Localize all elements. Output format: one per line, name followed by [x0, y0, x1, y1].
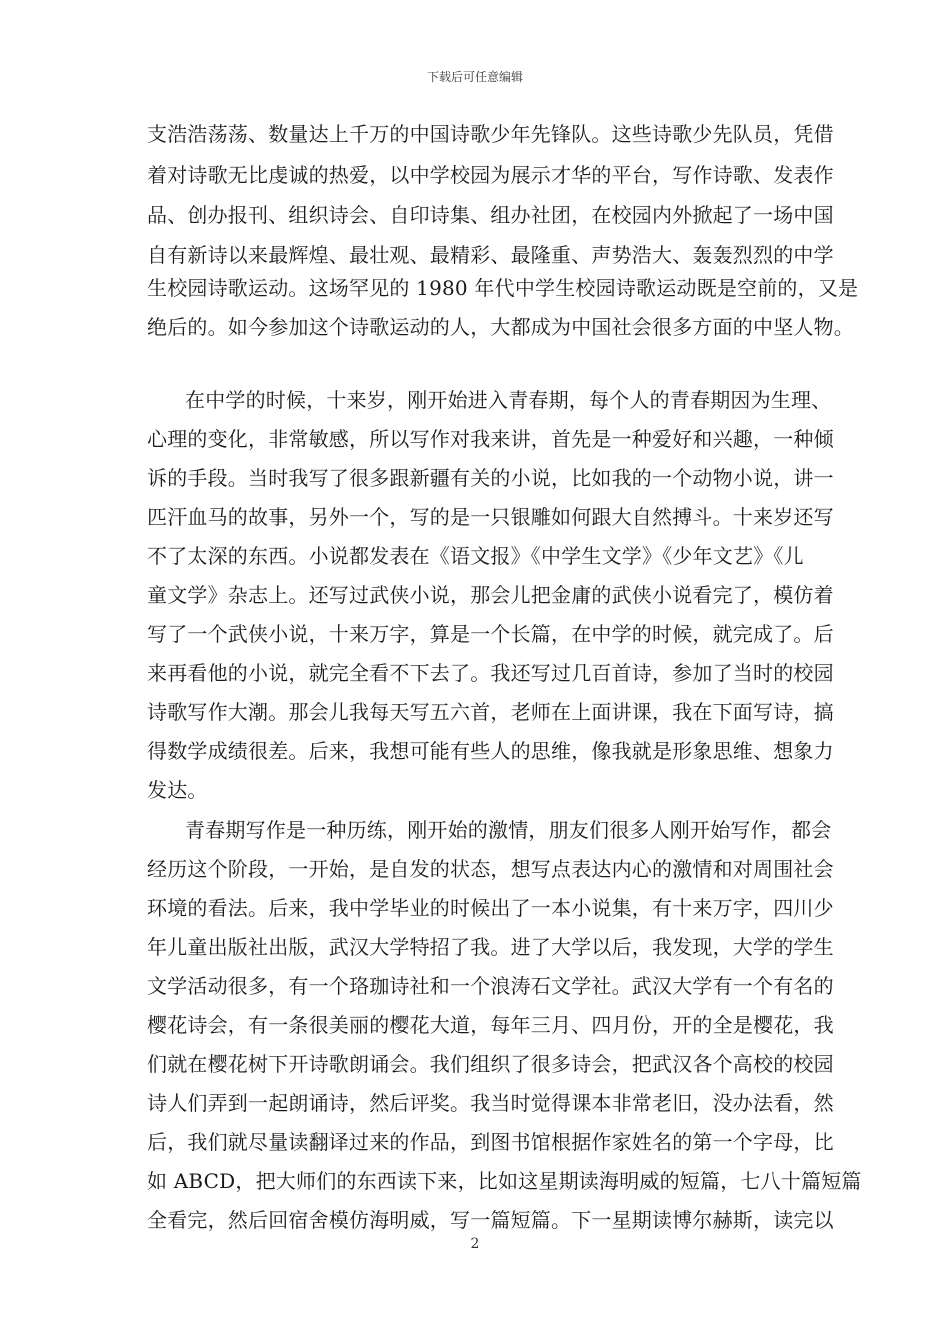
text-line: 来再看他的小说，就完全看不下去了。我还写过几百首诗，参加了当时的校园 [147, 661, 834, 685]
text-line: 支浩浩荡荡、数量达上千万的中国诗歌少年先锋队。这些诗歌少先队员，凭借 [147, 122, 834, 146]
text-line: 如 ABCD，把大师们的东西读下来，比如这星期读海明威的短篇，七八十篇短篇 [147, 1169, 862, 1193]
text-line: 生校园诗歌运动。这场罕见的 1980 年代中学生校园诗歌运动既是空前的，又是 [147, 276, 859, 300]
text-line: 们就在樱花树下开诗歌朗诵会。我们组织了很多诗会，把武汉各个高校的校园 [147, 1052, 834, 1076]
text-line: 写了一个武侠小说，十来万字，算是一个长篇，在中学的时候，就完成了。后 [147, 622, 834, 646]
page-header: 下载后可任意编辑 [426, 70, 523, 84]
text-line: 心理的变化，非常敏感，所以写作对我来讲，首先是一种爱好和兴趣，一种倾 [147, 427, 834, 451]
text-line: 不了太深的东西。小说都发表在《语文报》《中学生文学》《少年文艺》《儿 [147, 544, 804, 568]
text-line: 文学活动很多，有一个珞珈诗社和一个浪涛石文学社。武汉大学有一个有名的 [147, 974, 834, 998]
text-line: 匹汗血马的故事，另外一个，写的是一只银雕如何跟大自然搏斗。十来岁还写 [147, 505, 834, 529]
text-line: 发达。 [147, 778, 208, 802]
text-line: 诉的手段。当时我写了很多跟新疆有关的小说，比如我的一个动物小说，讲一 [147, 466, 834, 490]
text-line: 童文学》杂志上。还写过武侠小说，那会儿把金庸的武侠小说看完了，模仿着 [147, 583, 834, 607]
text-line: 年儿童出版社出版，武汉大学特招了我。进了大学以后，我发现，大学的学生 [147, 935, 834, 959]
text-line: 自有新诗以来最辉煌、最壮观、最精彩、最隆重、声势浩大、轰轰烈烈的中学 [147, 243, 834, 267]
text-line: 环境的看法。后来，我中学毕业的时候出了一本小说集，有十来万字，四川少 [147, 896, 834, 920]
text-line: 全看完，然后回宿舍模仿海明威，写一篇短篇。下一星期读博尔赫斯，读完以 [147, 1208, 834, 1232]
text-line: 在中学的时候，十来岁，刚开始进入青春期，每个人的青春期因为生理、 [185, 388, 832, 412]
text-line: 诗歌写作大潮。那会儿我每天写五六首，老师在上面讲课，我在下面写诗，搞 [147, 700, 834, 724]
text-line: 得数学成绩很差。后来，我想可能有些人的思维，像我就是形象思维、想象力 [147, 739, 834, 763]
text-line: 樱花诗会，有一条很美丽的樱花大道，每年三月、四月份，开的全是樱花，我 [147, 1013, 834, 1037]
text-line: 品、创办报刊、组织诗会、自印诗集、组办社团，在校园内外掀起了一场中国 [147, 203, 834, 227]
text-line: 经历这个阶段，一开始，是自发的状态，想写点表达内心的激情和对周围社会 [147, 857, 834, 881]
text-line: 绝后的。如今参加这个诗歌运动的人，大都成为中国社会很多方面的中坚人物。 [147, 315, 854, 339]
page-number: 2 [470, 1236, 480, 1252]
text-line: 青春期写作是一种历练，刚开始的激情，朋友们很多人刚开始写作，都会 [185, 818, 832, 842]
text-line: 后，我们就尽量读翻译过来的作品，到图书馆根据作家姓名的第一个字母，比 [147, 1130, 834, 1154]
text-line: 诗人们弄到一起朗诵诗，然后评奖。我当时觉得课本非常老旧，没办法看，然 [147, 1091, 834, 1115]
text-line: 着对诗歌无比虔诚的热爱，以中学校园为展示才华的平台，写作诗歌、发表作 [147, 163, 834, 187]
